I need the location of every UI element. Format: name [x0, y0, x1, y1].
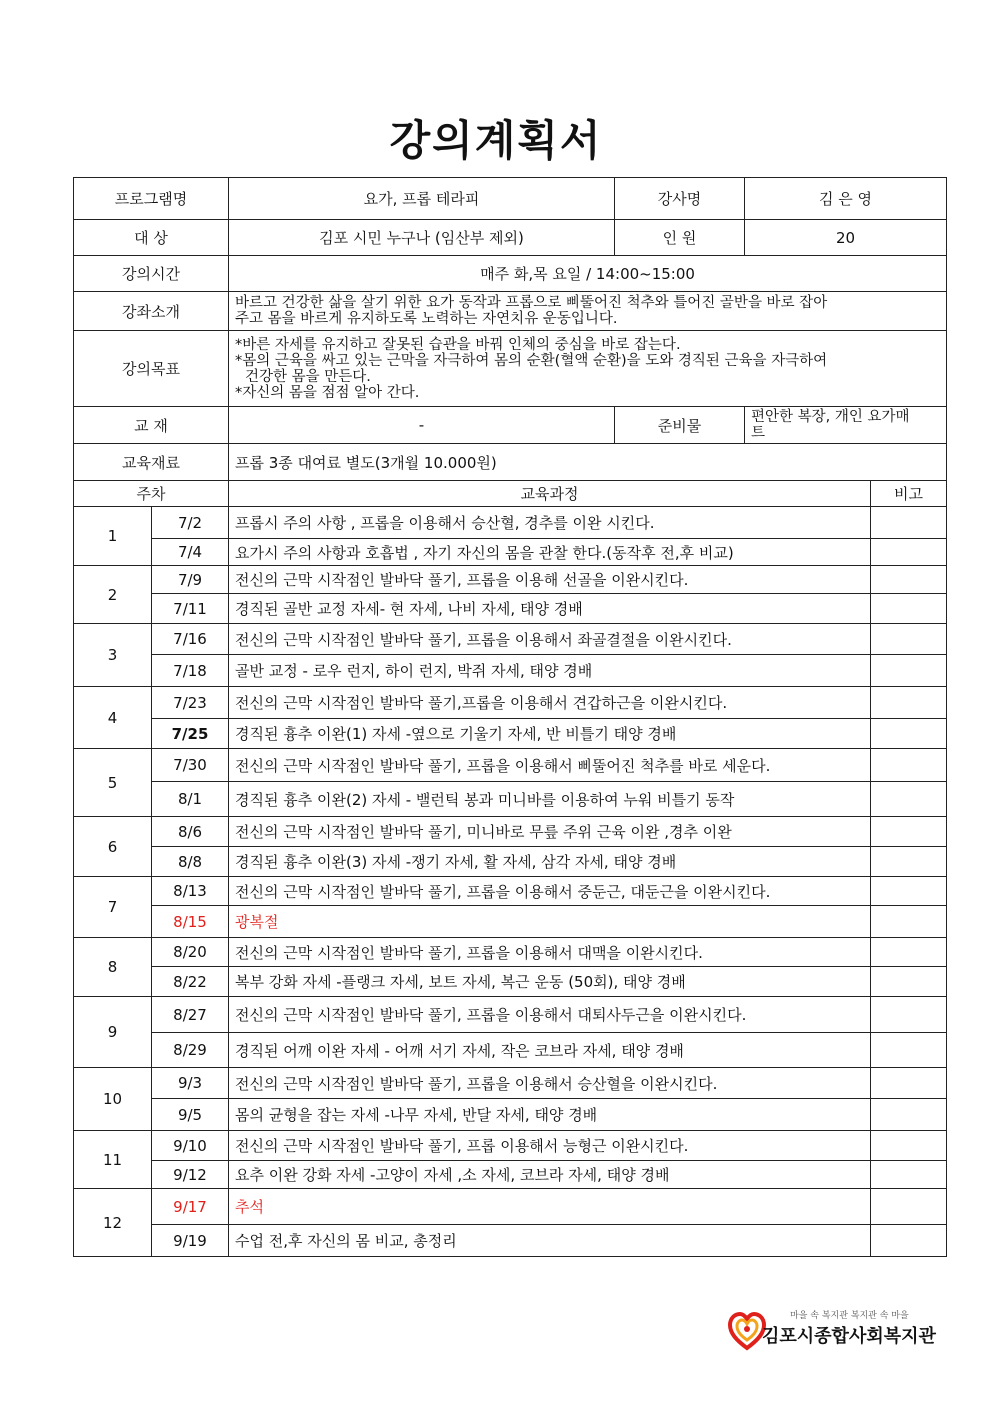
session-date: 7/25: [152, 719, 229, 749]
schedule-row: [74, 1099, 947, 1131]
note-header: 비고: [871, 481, 947, 507]
session-date: 8/6: [152, 817, 229, 847]
session-content: 프롭시 주의 사항 , 프롭을 이용해서 승산혈, 경추를 이완 시킨다.: [229, 507, 871, 539]
schedule-row: [74, 847, 947, 877]
schedule-row: [74, 782, 947, 817]
session-content: 전신의 근막 시작점인 발바닥 풀기,프롭을 이용해서 견갑하근을 이완시킨다.: [229, 687, 871, 719]
course-goal-label: 강의목표: [74, 331, 229, 407]
session-content: 전신의 근막 시작점인 발바닥 풀기, 프롭을 이용해서 대맥을 이완시킨다.: [229, 938, 871, 967]
session-date: 9/17: [152, 1189, 229, 1225]
schedule-row: [74, 877, 947, 906]
textbook-value: -: [229, 407, 615, 444]
schedule-row: [74, 1033, 947, 1068]
session-note: [871, 1099, 947, 1131]
week-number: 3: [74, 624, 152, 687]
course-goal-line: *바른 자세를 유지하고 잘못된 습관을 바꿔 인체의 중심을 바로 잡는다.: [235, 336, 681, 353]
session-content: 복부 강화 자세 -플랭크 자세, 보트 자세, 복근 운동 (50회), 태양 경배: [229, 967, 871, 997]
schedule-row: [74, 624, 947, 655]
textbook-label: 교 재: [74, 407, 229, 444]
session-note: [871, 566, 947, 594]
target-label: 대 상: [74, 220, 229, 256]
week-number: 8: [74, 938, 152, 997]
document-title: 강의계획서: [389, 116, 603, 165]
session-date: 7/11: [152, 594, 229, 624]
supplies-line: 편안한 복장, 개인 요가매: [751, 409, 910, 425]
lecture-time-value: 매주 화,목 요일 / 14:00~15:00: [229, 256, 947, 292]
schedule-row: [74, 507, 947, 539]
week-number: 5: [74, 749, 152, 817]
session-date: 7/30: [152, 749, 229, 782]
session-content: 전신의 근막 시작점인 발바닥 풀기, 프롭을 이용해서 승산혈을 이완시킨다.: [229, 1068, 871, 1099]
lecture-time-label: 강의시간: [74, 256, 229, 292]
session-date: 8/22: [152, 967, 229, 997]
materials-value: 프롭 3종 대여료 별도(3개월 10.000원): [229, 444, 947, 481]
schedule-row: [74, 566, 947, 594]
session-content: 전신의 근막 시작점인 발바닥 풀기, 프롭을 이용해서 좌골결절을 이완시킨다.: [229, 624, 871, 655]
lecture-plan-table: [73, 177, 947, 1257]
session-note: [871, 847, 947, 877]
session-note: [871, 877, 947, 906]
schedule-row: [74, 594, 947, 624]
session-date: 8/8: [152, 847, 229, 877]
session-date: 9/12: [152, 1161, 229, 1189]
week-number: 6: [74, 817, 152, 877]
session-content: 요가시 주의 사항과 호흡법 , 자기 자신의 몸을 관찰 한다.(동작후 전,후 비교): [229, 539, 871, 566]
session-content: 전신의 근막 시작점인 발바닥 풀기, 미니바로 무릎 주위 근육 이완 ,경추 이완: [229, 817, 871, 847]
org-name: 김포시종합사회복지관: [762, 1326, 936, 1347]
session-date: 7/18: [152, 655, 229, 687]
session-content: 추석: [229, 1189, 871, 1225]
session-note: [871, 782, 947, 817]
session-date: 7/9: [152, 566, 229, 594]
session-note: [871, 997, 947, 1033]
session-content: 몸의 균형을 잡는 자세 -나무 자세, 반달 자세, 태양 경배: [229, 1099, 871, 1131]
program-name-value: 요가, 프롭 테라피: [229, 178, 615, 220]
course-goal-line: *몸의 근육을 싸고 있는 근막을 자극하여 몸의 순환(혈액 순환)을 도와 경직된 근육을 자극하여: [235, 352, 828, 369]
session-note: [871, 687, 947, 719]
session-content: 수업 전,후 자신의 몸 비교, 총정리: [229, 1225, 871, 1257]
session-date: 9/3: [152, 1068, 229, 1099]
headcount-value: 20: [745, 220, 947, 256]
session-content: 전신의 근막 시작점인 발바닥 풀기, 프롭을 이용해서 삐뚤어진 척추를 바로 세운다.: [229, 749, 871, 782]
week-number: 10: [74, 1068, 152, 1131]
schedule-row: [74, 1131, 947, 1161]
session-content: 경직된 흉추 이완(2) 자세 - 밸런틱 봉과 미니바를 이용하여 누워 비틀기 동작: [229, 782, 871, 817]
session-note: [871, 539, 947, 566]
schedule-row: [74, 1161, 947, 1189]
session-note: [871, 507, 947, 539]
session-note: [871, 1068, 947, 1099]
session-date: 7/16: [152, 624, 229, 655]
week-number: 12: [74, 1189, 152, 1257]
week-number: 11: [74, 1131, 152, 1189]
session-note: [871, 1131, 947, 1161]
session-note: [871, 1225, 947, 1257]
schedule-row: [74, 817, 947, 847]
session-date: 9/5: [152, 1099, 229, 1131]
course-intro-value: [229, 292, 947, 331]
week-header: 주차: [74, 481, 229, 507]
course-header: 교육과정: [229, 481, 871, 507]
supplies-line: 트: [751, 425, 766, 441]
session-date: 8/1: [152, 782, 229, 817]
schedule-row: [74, 749, 947, 782]
session-note: [871, 1161, 947, 1189]
course-intro-label: 강좌소개: [74, 292, 229, 331]
session-date: 9/10: [152, 1131, 229, 1161]
session-content: 경직된 흉추 이완(3) 자세 -쟁기 자세, 활 자세, 삼각 자세, 태양 경배: [229, 847, 871, 877]
schedule-row: [74, 655, 947, 687]
session-content: 경직된 골반 교정 자세- 현 자세, 나비 자세, 태양 경배: [229, 594, 871, 624]
session-content: 경직된 어깨 이완 자세 - 어깨 서기 자세, 작은 코브라 자세, 태양 경배: [229, 1033, 871, 1068]
session-date: 8/20: [152, 938, 229, 967]
schedule-row: [74, 1225, 947, 1257]
session-date: 8/15: [152, 906, 229, 938]
course-intro-line: 바르고 건강한 삶을 살기 위한 요가 동작과 프롭으로 삐뚤어진 척추와 틀어진 골반을 바로 잡아: [235, 295, 828, 311]
supplies-value: [745, 407, 947, 444]
schedule-row: [74, 938, 947, 967]
schedule-row: [74, 906, 947, 938]
session-date: 7/4: [152, 539, 229, 566]
week-number: 1: [74, 507, 152, 566]
session-content: 경직된 흉추 이완(1) 자세 -옆으로 기울기 자세, 반 비틀기 태양 경배: [229, 719, 871, 749]
schedule-row: [74, 967, 947, 997]
program-name-label: 프로그램명: [74, 178, 229, 220]
session-date: 7/23: [152, 687, 229, 719]
schedule-row: [74, 687, 947, 719]
session-date: 9/19: [152, 1225, 229, 1257]
session-note: [871, 655, 947, 687]
session-note: [871, 749, 947, 782]
session-note: [871, 938, 947, 967]
week-number: 2: [74, 566, 152, 624]
instructor-label: 강사명: [615, 178, 745, 220]
week-number: 7: [74, 877, 152, 938]
session-note: [871, 624, 947, 655]
session-date: 8/13: [152, 877, 229, 906]
heart-logo-icon: [728, 1310, 766, 1352]
session-content: 전신의 근막 시작점인 발바닥 풀기, 프롭을 이용해서 중둔근, 대둔근을 이완시킨다.: [229, 877, 871, 906]
org-logo: [728, 1308, 936, 1356]
session-note: [871, 967, 947, 997]
session-date: 7/2: [152, 507, 229, 539]
course-intro-line: 주고 몸을 바르게 유지하도록 노력하는 자연치유 운동입니다.: [235, 311, 618, 327]
supplies-label: 준비물: [615, 407, 745, 444]
session-note: [871, 906, 947, 938]
session-content: 요추 이완 강화 자세 -고양이 자세 ,소 자세, 코브라 자세, 태양 경배: [229, 1161, 871, 1189]
course-goal-line: *자신의 몸을 점점 알아 간다.: [235, 384, 420, 401]
schedule-row: [74, 719, 947, 749]
schedule-row: [74, 539, 947, 566]
target-value: 김포 시민 누구나 (임산부 제외): [229, 220, 615, 256]
session-note: [871, 1033, 947, 1068]
session-note: [871, 1189, 947, 1225]
instructor-value: 김 은 영: [745, 178, 947, 220]
session-date: 8/27: [152, 997, 229, 1033]
materials-label: 교육재료: [74, 444, 229, 481]
org-tagline: 마을 속 복지관 복지관 속 마을: [790, 1311, 909, 1321]
session-content: 전신의 근막 시작점인 발바닥 풀기, 프롭을 이용해 선골을 이완시킨다.: [229, 566, 871, 594]
session-content: 전신의 근막 시작점인 발바닥 풀기, 프롭을 이용해서 대퇴사두근을 이완시킨다.: [229, 997, 871, 1033]
session-note: [871, 817, 947, 847]
schedule-row: [74, 1189, 947, 1225]
session-content: 골반 교정 - 로우 런지, 하이 런지, 박쥐 자세, 태양 경배: [229, 655, 871, 687]
session-note: [871, 719, 947, 749]
course-goal-value: [229, 331, 947, 407]
session-content: 전신의 근막 시작점인 발바닥 풀기, 프롭 이용해서 능형근 이완시킨다.: [229, 1131, 871, 1161]
schedule-row: [74, 1068, 947, 1099]
headcount-label: 인 원: [615, 220, 745, 256]
session-note: [871, 594, 947, 624]
session-content: 광복절: [229, 906, 871, 938]
schedule-row: [74, 997, 947, 1033]
session-date: 8/29: [152, 1033, 229, 1068]
week-number: 9: [74, 997, 152, 1068]
course-goal-line: 건강한 몸을 만든다.: [245, 368, 371, 385]
schedule-body: [74, 507, 947, 1257]
week-number: 4: [74, 687, 152, 749]
